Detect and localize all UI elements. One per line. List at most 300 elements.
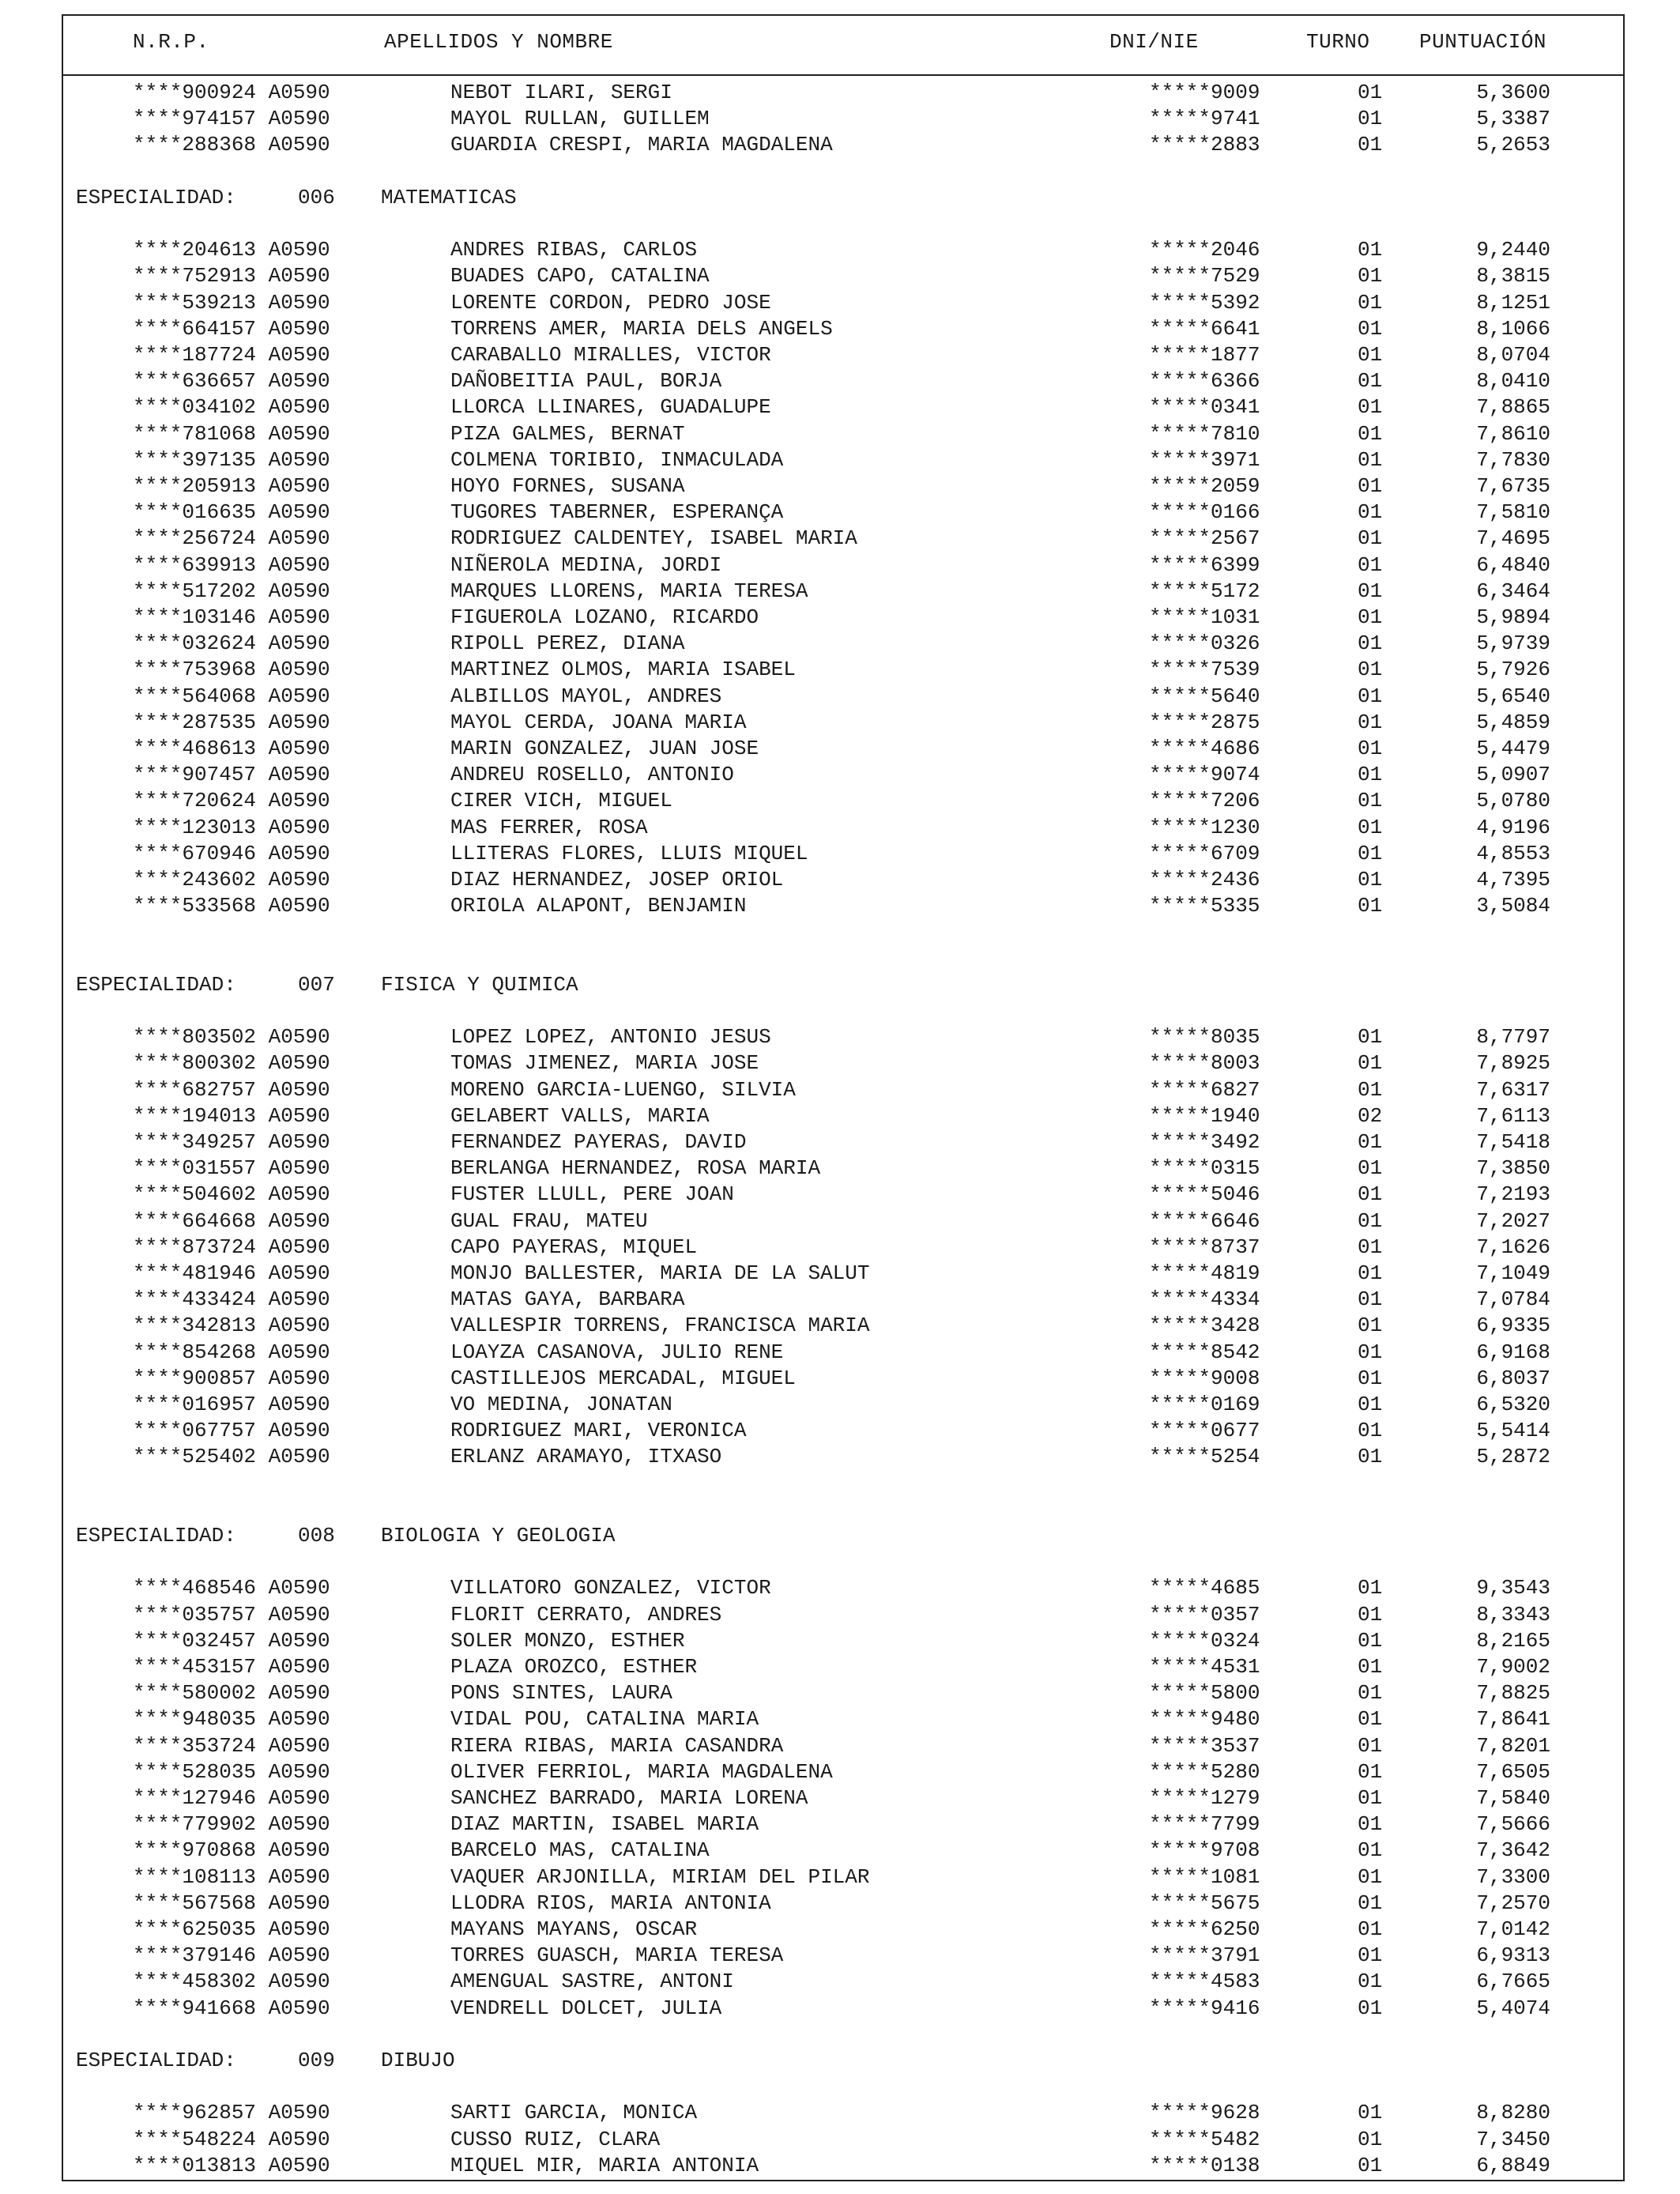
cell-turno: 01 — [1358, 552, 1383, 577]
cell-name: BERLANGA HERNANDEZ, ROSA MARIA — [450, 1156, 821, 1181]
cell-turno: 01 — [1358, 526, 1383, 551]
cell-puntuacion: 5,0907 — [1476, 763, 1550, 787]
cell-name: FIGUEROLA LOZANO, RICARDO — [450, 605, 759, 629]
table-row — [63, 133, 1623, 159]
cell-nrp: ****035757 A0590 — [133, 1602, 330, 1627]
cell-dni: *****2883 — [1149, 133, 1260, 157]
cell-turno: 01 — [1358, 737, 1383, 760]
cell-puntuacion: 7,0784 — [1476, 1287, 1550, 1312]
specialty-name: DIBUJO — [381, 2049, 455, 2072]
table-row — [63, 317, 1623, 343]
table-row — [63, 1760, 1623, 1786]
specialty-heading — [63, 973, 1623, 999]
cell-dni: *****4531 — [1149, 1655, 1260, 1679]
cell-nrp: ****800302 A0590 — [133, 1051, 330, 1076]
cell-dni: *****3791 — [1149, 1943, 1260, 1968]
cell-turno: 01 — [1358, 841, 1383, 865]
cell-name: FLORIT CERRATO, ANDRES — [450, 1602, 722, 1627]
cell-puntuacion: 6,9168 — [1476, 1340, 1550, 1364]
cell-name: SANCHEZ BARRADO, MARIA LORENA — [450, 1786, 808, 1810]
cell-puntuacion: 4,7395 — [1476, 868, 1550, 892]
cell-dni: *****5482 — [1149, 2127, 1260, 2151]
cell-nrp: ****781068 A0590 — [133, 421, 330, 446]
cell-dni: *****9628 — [1149, 2101, 1260, 2125]
cell-dni: *****2436 — [1149, 868, 1260, 892]
cell-dni: *****8003 — [1149, 1051, 1260, 1076]
cell-name: SOLER MONZO, ESTHER — [450, 1628, 685, 1653]
cell-dni: *****1877 — [1149, 343, 1260, 367]
cell-turno: 01 — [1358, 1261, 1383, 1285]
cell-turno: 01 — [1358, 1419, 1383, 1443]
table-row — [63, 553, 1623, 579]
cell-name: GELABERT VALLS, MARIA — [450, 1103, 710, 1128]
cell-name: MATAS GAYA, BARBARA — [450, 1287, 685, 1312]
cell-name: MARQUES LLORENS, MARIA TERESA — [450, 579, 808, 603]
cell-nrp: ****468613 A0590 — [133, 737, 330, 760]
cell-dni: *****9708 — [1149, 1838, 1260, 1863]
cell-dni: *****2059 — [1149, 474, 1260, 498]
cell-nrp: ****016957 A0590 — [133, 1393, 330, 1416]
table-row — [63, 264, 1623, 290]
cell-turno: 01 — [1358, 1156, 1383, 1181]
cell-nrp: ****962857 A0590 — [133, 2101, 330, 2125]
cell-puntuacion: 8,3343 — [1476, 1602, 1550, 1627]
table-row — [63, 1393, 1623, 1419]
cell-puntuacion: 7,8865 — [1476, 395, 1550, 420]
table-row — [63, 1287, 1623, 1314]
cell-dni: *****0341 — [1149, 395, 1260, 420]
table-row — [63, 1996, 1623, 2022]
table-row — [63, 894, 1623, 920]
cell-puntuacion: 3,5084 — [1476, 894, 1550, 918]
cell-dni: *****5640 — [1149, 684, 1260, 708]
cell-name: MORENO GARCIA-LUENGO, SILVIA — [450, 1077, 796, 1102]
table-row — [63, 1340, 1623, 1367]
cell-nrp: ****580002 A0590 — [133, 1681, 330, 1706]
document-page — [62, 14, 1625, 2181]
cell-name: MARIN GONZALEZ, JUAN JOSE — [450, 737, 759, 760]
table-row — [63, 868, 1623, 894]
cell-puntuacion: 9,2440 — [1476, 238, 1550, 262]
cell-turno: 01 — [1358, 133, 1383, 157]
specialty-label: ESPECIALIDAD: — [76, 1524, 236, 1547]
cell-turno: 01 — [1358, 1340, 1383, 1364]
cell-puntuacion: 7,3450 — [1476, 2127, 1550, 2151]
cell-dni: *****5254 — [1149, 1445, 1260, 1469]
cell-name: AMENGUAL SASTRE, ANTONI — [450, 1970, 734, 1994]
cell-puntuacion: 7,8825 — [1476, 1681, 1550, 1706]
cell-puntuacion: 5,4479 — [1476, 737, 1550, 760]
cell-nrp: ****625035 A0590 — [133, 1917, 330, 1941]
table-row — [63, 1603, 1623, 1629]
cell-name: FUSTER LLULL, PERE JOAN — [450, 1182, 734, 1207]
cell-name: SARTI GARCIA, MONICA — [450, 2101, 698, 2125]
cell-puntuacion: 8,7797 — [1476, 1025, 1550, 1050]
table-row — [63, 395, 1623, 421]
cell-name: VO MEDINA, JONATAN — [450, 1393, 672, 1416]
cell-dni: *****6646 — [1149, 1208, 1260, 1233]
cell-dni: *****0677 — [1149, 1419, 1260, 1443]
cell-turno: 01 — [1358, 605, 1383, 629]
cell-name: MAYOL CERDA, JOANA MARIA — [450, 710, 747, 734]
cell-dni: *****3492 — [1149, 1130, 1260, 1154]
table-row — [63, 1445, 1623, 1471]
cell-puntuacion: 7,6505 — [1476, 1759, 1550, 1784]
cell-name: RODRIGUEZ CALDENTEY, ISABEL MARIA — [450, 526, 857, 551]
cell-name: COLMENA TORIBIO, INMACULADA — [450, 447, 784, 472]
cell-dni: *****8737 — [1149, 1235, 1260, 1259]
cell-name: DIAZ HERNANDEZ, JOSEP ORIOL — [450, 868, 784, 892]
specialty-code: 009 — [298, 2049, 335, 2072]
cell-nrp: ****664157 A0590 — [133, 316, 330, 341]
cell-name: NEBOT ILARI, SERGI — [450, 81, 672, 104]
cell-name: TORRES GUASCH, MARIA TERESA — [450, 1943, 784, 1968]
cell-turno: 01 — [1358, 1366, 1383, 1390]
cell-nrp: ****974157 A0590 — [133, 107, 330, 131]
cell-nrp: ****664668 A0590 — [133, 1208, 330, 1233]
cell-name: ALBILLOS MAYOL, ANDRES — [450, 684, 722, 708]
cell-dni: *****0166 — [1149, 500, 1260, 525]
cell-turno: 01 — [1358, 1393, 1383, 1416]
cell-dni: *****0138 — [1149, 2153, 1260, 2177]
cell-name: MAYOL RULLAN, GUILLEM — [450, 107, 710, 131]
cell-puntuacion: 9,3543 — [1476, 1576, 1550, 1600]
table-row — [63, 343, 1623, 369]
cell-name: OLIVER FERRIOL, MARIA MAGDALENA — [450, 1759, 833, 1784]
cell-dni: *****5046 — [1149, 1182, 1260, 1207]
cell-nrp: ****288368 A0590 — [133, 133, 330, 157]
cell-puntuacion: 6,5320 — [1476, 1393, 1550, 1416]
cell-dni: *****6250 — [1149, 1917, 1260, 1941]
cell-name: CASTILLEJOS MERCADAL, MIGUEL — [450, 1366, 796, 1390]
cell-nrp: ****636657 A0590 — [133, 369, 330, 394]
table-header — [63, 16, 1623, 76]
cell-name: TUGORES TABERNER, ESPERANÇA — [450, 500, 784, 525]
table-row — [63, 1235, 1623, 1261]
table-row — [63, 448, 1623, 474]
cell-dni: *****7799 — [1149, 1812, 1260, 1837]
specialty-label: ESPECIALIDAD: — [76, 185, 236, 209]
cell-nrp: ****803502 A0590 — [133, 1025, 330, 1050]
cell-dni: *****5172 — [1149, 579, 1260, 603]
cell-turno: 01 — [1358, 369, 1383, 394]
cell-dni: *****8542 — [1149, 1340, 1260, 1364]
cell-nrp: ****067757 A0590 — [133, 1419, 330, 1443]
cell-turno: 01 — [1358, 1681, 1383, 1706]
cell-name: CARABALLO MIRALLES, VICTOR — [450, 343, 771, 367]
cell-nrp: ****108113 A0590 — [133, 1864, 330, 1889]
cell-turno: 01 — [1358, 815, 1383, 839]
specialty-code: 006 — [298, 185, 335, 209]
cell-nrp: ****564068 A0590 — [133, 684, 330, 708]
cell-nrp: ****453157 A0590 — [133, 1655, 330, 1679]
cell-puntuacion: 5,3387 — [1476, 107, 1550, 131]
cell-name: CIRER VICH, MIGUEL — [450, 789, 672, 813]
cell-nrp: ****670946 A0590 — [133, 841, 330, 865]
cell-nrp: ****481946 A0590 — [133, 1261, 330, 1285]
table-row — [63, 631, 1623, 658]
cell-nrp: ****779902 A0590 — [133, 1812, 330, 1837]
cell-name: RIERA RIBAS, MARIA CASANDRA — [450, 1733, 784, 1758]
table-row — [63, 1261, 1623, 1287]
cell-nrp: ****458302 A0590 — [133, 1970, 330, 1994]
cell-dni: *****0169 — [1149, 1393, 1260, 1416]
cell-name: GUARDIA CRESPI, MARIA MAGDALENA — [450, 133, 833, 157]
cell-turno: 01 — [1358, 1025, 1383, 1050]
cell-nrp: ****187724 A0590 — [133, 343, 330, 367]
cell-turno: 01 — [1358, 343, 1383, 367]
table-row — [63, 1786, 1623, 1812]
cell-puntuacion: 5,7926 — [1476, 658, 1550, 682]
cell-nrp: ****873724 A0590 — [133, 1235, 330, 1259]
table-row — [63, 1078, 1623, 1104]
cell-puntuacion: 7,2027 — [1476, 1208, 1550, 1233]
cell-dni: *****6709 — [1149, 841, 1260, 865]
cell-dni: *****4819 — [1149, 1261, 1260, 1285]
cell-puntuacion: 7,8925 — [1476, 1051, 1550, 1076]
cell-puntuacion: 7,2193 — [1476, 1182, 1550, 1207]
cell-dni: *****0357 — [1149, 1602, 1260, 1627]
cell-nrp: ****468546 A0590 — [133, 1576, 330, 1600]
cell-name: BUADES CAPO, CATALINA — [450, 264, 710, 288]
cell-turno: 01 — [1358, 447, 1383, 472]
cell-name: ANDRES RIBAS, CARLOS — [450, 238, 698, 262]
table-row — [63, 1130, 1623, 1156]
table-row — [63, 1707, 1623, 1733]
cell-nrp: ****533568 A0590 — [133, 894, 330, 918]
table-row — [63, 1314, 1623, 1340]
cell-turno: 01 — [1358, 1786, 1383, 1810]
cell-puntuacion: 7,5840 — [1476, 1786, 1550, 1810]
cell-puntuacion: 7,5810 — [1476, 500, 1550, 525]
cell-dni: *****6827 — [1149, 1077, 1260, 1102]
cell-dni: *****9416 — [1149, 1996, 1260, 2020]
cell-name: PLAZA OROZCO, ESTHER — [450, 1655, 698, 1679]
cell-dni: *****5335 — [1149, 894, 1260, 918]
cell-nrp: ****287535 A0590 — [133, 710, 330, 734]
cell-name: LOPEZ LOPEZ, ANTONIO JESUS — [450, 1025, 771, 1050]
table-row — [63, 1655, 1623, 1681]
cell-nrp: ****539213 A0590 — [133, 290, 330, 315]
cell-dni: *****9008 — [1149, 1366, 1260, 1390]
cell-name: LOAYZA CASANOVA, JULIO RENE — [450, 1340, 784, 1364]
cell-puntuacion: 7,1626 — [1476, 1235, 1550, 1259]
table-row — [63, 291, 1623, 317]
cell-turno: 01 — [1358, 1943, 1383, 1968]
cell-turno: 01 — [1358, 1864, 1383, 1889]
cell-turno: 01 — [1358, 1051, 1383, 1076]
table-row — [63, 789, 1623, 815]
cell-nrp: ****525402 A0590 — [133, 1445, 330, 1469]
cell-dni: *****1279 — [1149, 1786, 1260, 1810]
cell-puntuacion: 8,0410 — [1476, 369, 1550, 394]
cell-turno: 01 — [1358, 1891, 1383, 1915]
cell-dni: *****5280 — [1149, 1759, 1260, 1784]
table-row — [63, 474, 1623, 500]
cell-dni: *****3428 — [1149, 1314, 1260, 1338]
cell-puntuacion: 8,2165 — [1476, 1628, 1550, 1653]
header-dni: DNI/NIE — [1109, 30, 1199, 54]
table-row — [63, 1629, 1623, 1655]
cell-dni: *****1081 — [1149, 1864, 1260, 1889]
cell-dni: *****1230 — [1149, 815, 1260, 839]
cell-nrp: ****504602 A0590 — [133, 1182, 330, 1207]
cell-turno: 01 — [1358, 81, 1383, 104]
cell-puntuacion: 7,7830 — [1476, 447, 1550, 472]
cell-dni: *****1031 — [1149, 605, 1260, 629]
cell-dni: *****0324 — [1149, 1628, 1260, 1653]
cell-name: MIQUEL MIR, MARIA ANTONIA — [450, 2153, 759, 2177]
table-row — [63, 1576, 1623, 1602]
table-row — [63, 369, 1623, 395]
table-row — [63, 238, 1623, 264]
cell-name: MAYANS MAYANS, OSCAR — [450, 1917, 698, 1941]
cell-puntuacion: 7,2570 — [1476, 1891, 1550, 1915]
table-row — [63, 1182, 1623, 1208]
cell-puntuacion: 5,9739 — [1476, 631, 1550, 656]
cell-name: ERLANZ ARAMAYO, ITXASO — [450, 1445, 722, 1469]
cell-nrp: ****528035 A0590 — [133, 1759, 330, 1784]
cell-turno: 01 — [1358, 1707, 1383, 1732]
table-row — [63, 1681, 1623, 1707]
cell-dni: *****2046 — [1149, 238, 1260, 262]
cell-puntuacion: 4,8553 — [1476, 841, 1550, 865]
cell-turno: 01 — [1358, 1838, 1383, 1863]
cell-nrp: ****397135 A0590 — [133, 447, 330, 472]
cell-puntuacion: 8,3815 — [1476, 264, 1550, 288]
cell-puntuacion: 5,4074 — [1476, 1996, 1550, 2020]
specialty-label: ESPECIALIDAD: — [76, 2049, 236, 2072]
cell-dni: *****5675 — [1149, 1891, 1260, 1915]
cell-dni: *****9009 — [1149, 81, 1260, 104]
table-row — [63, 1051, 1623, 1077]
header-nrp: N.R.P. — [133, 30, 209, 54]
table-row — [63, 658, 1623, 684]
cell-turno: 01 — [1358, 316, 1383, 341]
table-row — [63, 1025, 1623, 1051]
cell-puntuacion: 7,8610 — [1476, 421, 1550, 446]
cell-dni: *****4583 — [1149, 1970, 1260, 1994]
cell-name: RODRIGUEZ MARI, VERONICA — [450, 1419, 747, 1443]
cell-name: CAPO PAYERAS, MIQUEL — [450, 1235, 698, 1259]
cell-name: NIÑEROLA MEDINA, JORDI — [450, 552, 722, 577]
cell-dni: *****5392 — [1149, 290, 1260, 315]
cell-puntuacion: 6,4840 — [1476, 552, 1550, 577]
cell-nrp: ****433424 A0590 — [133, 1287, 330, 1312]
cell-puntuacion: 7,6735 — [1476, 474, 1550, 498]
cell-nrp: ****682757 A0590 — [133, 1077, 330, 1102]
cell-nrp: ****349257 A0590 — [133, 1130, 330, 1154]
specialty-heading — [63, 2049, 1623, 2075]
cell-puntuacion: 7,0142 — [1476, 1917, 1550, 1941]
table-row — [63, 1734, 1623, 1760]
cell-puntuacion: 5,2653 — [1476, 133, 1550, 157]
cell-turno: 01 — [1358, 474, 1383, 498]
cell-nrp: ****032624 A0590 — [133, 631, 330, 656]
cell-turno: 01 — [1358, 1759, 1383, 1784]
cell-dni: *****7539 — [1149, 658, 1260, 682]
cell-puntuacion: 7,3300 — [1476, 1864, 1550, 1889]
cell-dni: *****7206 — [1149, 789, 1260, 813]
cell-nrp: ****103146 A0590 — [133, 605, 330, 629]
specialty-name: FISICA Y QUIMICA — [381, 972, 578, 997]
cell-turno: 01 — [1358, 1287, 1383, 1312]
specialty-name: BIOLOGIA Y GEOLOGIA — [381, 1524, 616, 1547]
table-row — [63, 81, 1623, 107]
cell-name: VILLATORO GONZALEZ, VICTOR — [450, 1576, 771, 1600]
cell-dni: *****1940 — [1149, 1103, 1260, 1128]
cell-turno: 01 — [1358, 1996, 1383, 2020]
cell-nrp: ****907457 A0590 — [133, 763, 330, 787]
cell-turno: 01 — [1358, 1628, 1383, 1653]
cell-name: DIAZ MARTIN, ISABEL MARIA — [450, 1812, 759, 1837]
cell-name: CUSSO RUIZ, CLARA — [450, 2127, 661, 2151]
table-row — [63, 1891, 1623, 1917]
cell-turno: 02 — [1358, 1103, 1383, 1128]
table-row — [63, 684, 1623, 711]
cell-turno: 01 — [1358, 421, 1383, 446]
cell-nrp: ****720624 A0590 — [133, 789, 330, 813]
cell-puntuacion: 5,0780 — [1476, 789, 1550, 813]
table-row — [63, 422, 1623, 448]
cell-dni: *****7529 — [1149, 264, 1260, 288]
cell-dni: *****9741 — [1149, 107, 1260, 131]
table-row — [63, 763, 1623, 789]
cell-dni: *****6366 — [1149, 369, 1260, 394]
cell-puntuacion: 8,0704 — [1476, 343, 1550, 367]
cell-turno: 01 — [1358, 2153, 1383, 2177]
cell-name: PIZA GALMES, BERNAT — [450, 421, 685, 446]
cell-puntuacion: 4,9196 — [1476, 815, 1550, 839]
specialty-code: 007 — [298, 972, 335, 997]
cell-name: DAÑOBEITIA PAUL, BORJA — [450, 369, 722, 394]
cell-nrp: ****127946 A0590 — [133, 1786, 330, 1810]
cell-turno: 01 — [1358, 500, 1383, 525]
cell-nrp: ****353724 A0590 — [133, 1733, 330, 1758]
cell-puntuacion: 6,3464 — [1476, 579, 1550, 603]
cell-turno: 01 — [1358, 238, 1383, 262]
cell-dni: *****0326 — [1149, 631, 1260, 656]
cell-dni: *****9480 — [1149, 1707, 1260, 1732]
cell-dni: *****4685 — [1149, 1576, 1260, 1600]
cell-turno: 01 — [1358, 579, 1383, 603]
table-row — [63, 579, 1623, 605]
cell-nrp: ****567568 A0590 — [133, 1891, 330, 1915]
cell-puntuacion: 6,9313 — [1476, 1943, 1550, 1968]
cell-puntuacion: 7,6317 — [1476, 1077, 1550, 1102]
cell-dni: *****6641 — [1149, 316, 1260, 341]
cell-nrp: ****205913 A0590 — [133, 474, 330, 498]
cell-name: VENDRELL DOLCET, JULIA — [450, 1996, 722, 2020]
cell-puntuacion: 5,6540 — [1476, 684, 1550, 708]
cell-dni: *****7810 — [1149, 421, 1260, 446]
cell-turno: 01 — [1358, 395, 1383, 420]
header-nombre: APELLIDOS Y NOMBRE — [384, 30, 613, 54]
cell-dni: *****3537 — [1149, 1733, 1260, 1758]
table-row — [63, 1865, 1623, 1891]
cell-name: VALLESPIR TORRENS, FRANCISCA MARIA — [450, 1314, 870, 1338]
table-row — [63, 1156, 1623, 1182]
cell-name: RIPOLL PEREZ, DIANA — [450, 631, 685, 656]
cell-nrp: ****032457 A0590 — [133, 1628, 330, 1653]
cell-turno: 01 — [1358, 1970, 1383, 1994]
cell-turno: 01 — [1358, 1576, 1383, 1600]
cell-name: MAS FERRER, ROSA — [450, 815, 648, 839]
cell-name: LLORCA LLINARES, GUADALUPE — [450, 395, 771, 420]
cell-puntuacion: 8,1251 — [1476, 290, 1550, 315]
cell-dni: *****9074 — [1149, 763, 1260, 787]
header-puntuacion: PUNTUACIÓN — [1419, 30, 1547, 54]
